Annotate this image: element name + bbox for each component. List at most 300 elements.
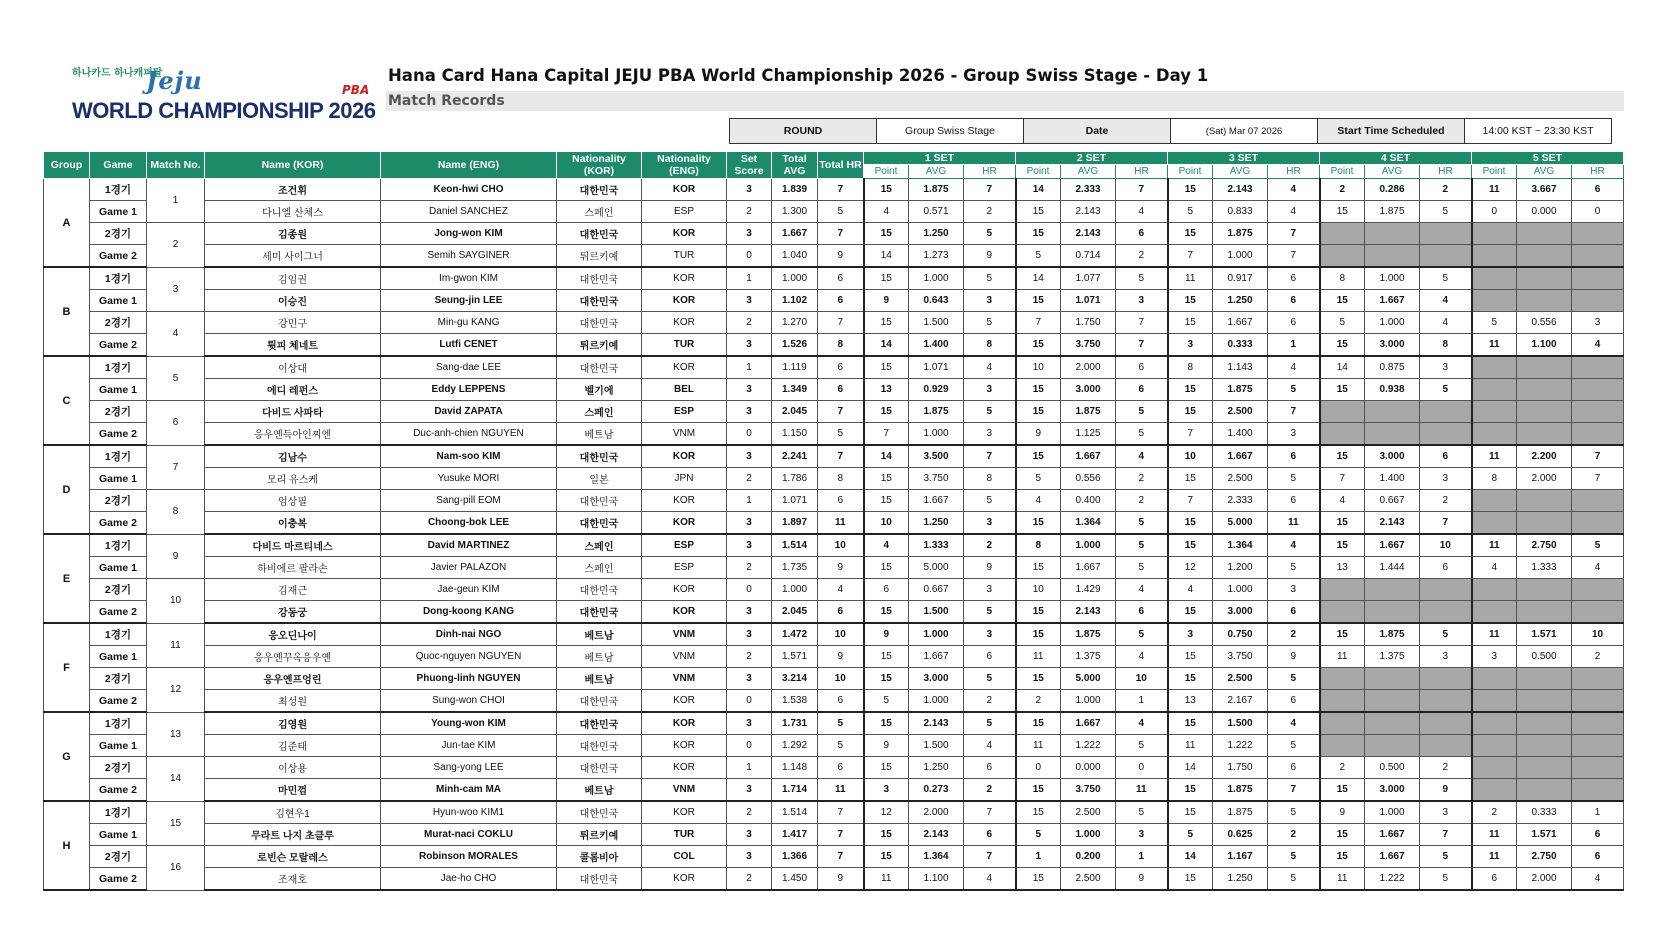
- set-score-cell: 3: [727, 401, 772, 423]
- set-5-point-cell: 11: [1472, 824, 1517, 846]
- set-3-hr-cell: 4: [1268, 179, 1320, 201]
- set-1-point-cell: 14: [864, 445, 909, 468]
- game-cell: 2경기: [90, 757, 147, 779]
- set-score-cell: 0: [727, 423, 772, 446]
- set-3-point-cell: 15: [1168, 779, 1213, 802]
- set-2-avg-cell: 3.750: [1061, 334, 1116, 357]
- set-3-hr-cell: 6: [1268, 267, 1320, 290]
- empty-set-cell: [1365, 712, 1420, 735]
- empty-set-cell: [1472, 779, 1517, 802]
- match-no-cell: 7: [147, 445, 205, 490]
- name-eng-cell: Javier PALAZON: [381, 557, 557, 579]
- set-4-point-cell: 15: [1320, 512, 1365, 535]
- total-avg-cell: 1.417: [772, 824, 818, 846]
- empty-set-cell: [1472, 423, 1517, 446]
- empty-set-cell: [1365, 245, 1420, 268]
- empty-set-cell: [1572, 401, 1624, 423]
- set-2-hr-cell: 2: [1116, 468, 1168, 490]
- world-championship-logo-text: WORLD CHAMPIONSHIP 2026: [72, 98, 376, 123]
- nationality-eng-cell: KOR: [642, 712, 727, 735]
- nationality-eng-cell: TUR: [642, 824, 727, 846]
- total-hr-cell: 5: [818, 423, 864, 446]
- set-score-cell: 3: [727, 534, 772, 557]
- game-cell: 1경기: [90, 712, 147, 735]
- set-1-point-cell: 13: [864, 379, 909, 401]
- set-3-hr-cell: 6: [1268, 601, 1320, 624]
- total-avg-cell: 1.714: [772, 779, 818, 802]
- set-2-avg-cell: 1.077: [1061, 267, 1116, 290]
- set-2-point-cell: 7: [1016, 312, 1061, 334]
- set-2-point-cell: 11: [1016, 646, 1061, 668]
- set-3-hr-cell: 3: [1268, 579, 1320, 601]
- col-match-no: Match No.: [147, 152, 205, 179]
- set-1-hr-cell: 2: [964, 690, 1016, 713]
- nationality-kor-cell: 대한민국: [557, 601, 642, 624]
- empty-set-cell: [1517, 379, 1572, 401]
- game-cell: 2경기: [90, 223, 147, 245]
- group-cell: A: [44, 179, 90, 268]
- set-1-point-cell: 15: [864, 601, 909, 624]
- total-hr-cell: 8: [818, 334, 864, 357]
- name-eng-cell: Choong-bok LEE: [381, 512, 557, 535]
- set-2-avg-cell: 0.556: [1061, 468, 1116, 490]
- set-3-point-cell: 7: [1168, 423, 1213, 446]
- set-1-point-cell: 9: [864, 290, 909, 312]
- set-3-avg-cell: 2.500: [1213, 401, 1268, 423]
- name-eng-cell: Dinh-nai NGO: [381, 623, 557, 646]
- nationality-kor-cell: 스페인: [557, 557, 642, 579]
- empty-set-cell: [1517, 735, 1572, 757]
- set-1-hr-cell: 3: [964, 512, 1016, 535]
- name-kor-cell: 강민구: [205, 312, 381, 334]
- name-kor-cell: 이충복: [205, 512, 381, 535]
- set-5-avg-cell: 2.000: [1517, 868, 1572, 891]
- total-avg-cell: 2.241: [772, 445, 818, 468]
- total-avg-cell: 1.102: [772, 290, 818, 312]
- set-2-avg-cell: 1.000: [1061, 690, 1116, 713]
- set-3-avg-cell: 1.143: [1213, 356, 1268, 379]
- nationality-kor-cell: 대한민국: [557, 445, 642, 468]
- set-2-point-cell: 15: [1016, 557, 1061, 579]
- total-avg-cell: 1.472: [772, 623, 818, 646]
- nationality-kor-cell: 일본: [557, 468, 642, 490]
- table-row: [44, 579, 1624, 601]
- set-score-cell: 1: [727, 490, 772, 512]
- game-cell: 2경기: [90, 401, 147, 423]
- total-avg-cell: 3.214: [772, 668, 818, 690]
- set-3-point-cell: 15: [1168, 379, 1213, 401]
- set-3-hr-cell: 6: [1268, 290, 1320, 312]
- total-hr-cell: 7: [818, 223, 864, 245]
- set-3-point-cell: 11: [1168, 267, 1213, 290]
- empty-set-cell: [1472, 757, 1517, 779]
- nationality-kor-cell: 대한민국: [557, 179, 642, 201]
- set-3-avg-cell: 3.750: [1213, 646, 1268, 668]
- nationality-eng-cell: COL: [642, 846, 727, 868]
- set-1-point-cell: 15: [864, 712, 909, 735]
- set-1-avg-cell: 0.571: [909, 201, 964, 223]
- set-4-point-cell: 15: [1320, 334, 1365, 357]
- game-cell: 2경기: [90, 312, 147, 334]
- set-5-avg-cell: 1.100: [1517, 334, 1572, 357]
- total-hr-cell: 7: [818, 824, 864, 846]
- set-1-avg-cell: 1.000: [909, 690, 964, 713]
- set-3-avg-cell: 5.000: [1213, 512, 1268, 535]
- set-2-avg-cell: 1.667: [1061, 712, 1116, 735]
- set-3-avg-header: AVG: [1213, 165, 1268, 179]
- empty-set-cell: [1517, 601, 1572, 624]
- set-3-hr-cell: 5: [1268, 557, 1320, 579]
- empty-set-cell: [1420, 401, 1472, 423]
- set-2-point-header: Point: [1016, 165, 1061, 179]
- set-1-point-cell: 14: [864, 245, 909, 268]
- match-no-cell: 15: [147, 801, 205, 846]
- table-row: [44, 846, 1624, 868]
- nationality-kor-cell: 대한민국: [557, 735, 642, 757]
- set-score-cell: 3: [727, 712, 772, 735]
- set-4-point-cell: 4: [1320, 490, 1365, 512]
- nationality-eng-cell: KOR: [642, 356, 727, 379]
- set-4-avg-cell: 1.444: [1365, 557, 1420, 579]
- table-row: [44, 379, 1624, 401]
- set-4-point-cell: 9: [1320, 801, 1365, 824]
- name-eng-cell: Jae-ho CHO: [381, 868, 557, 891]
- total-hr-cell: 11: [818, 512, 864, 535]
- name-kor-cell: 김재근: [205, 579, 381, 601]
- set-3-point-cell: 7: [1168, 490, 1213, 512]
- empty-set-cell: [1320, 668, 1365, 690]
- set-2-avg-cell: 2.143: [1061, 201, 1116, 223]
- total-hr-cell: 6: [818, 267, 864, 290]
- set-3-hr-cell: 2: [1268, 623, 1320, 646]
- set-1-hr-cell: 6: [964, 824, 1016, 846]
- table-row: [44, 668, 1624, 690]
- total-hr-cell: 5: [818, 712, 864, 735]
- set-1-hr-cell: 5: [964, 401, 1016, 423]
- set-1-avg-cell: 0.667: [909, 579, 964, 601]
- group-cell: B: [44, 267, 90, 356]
- game-cell: Game 1: [90, 824, 147, 846]
- table-row: [44, 223, 1624, 245]
- set-3-point-cell: 14: [1168, 757, 1213, 779]
- game-cell: Game 2: [90, 868, 147, 891]
- set-1-avg-cell: 1.500: [909, 312, 964, 334]
- set-3-hr-cell: 9: [1268, 646, 1320, 668]
- set-3-avg-cell: 0.625: [1213, 824, 1268, 846]
- records-body: [44, 179, 1624, 891]
- total-avg-cell: 1.514: [772, 534, 818, 557]
- name-kor-cell: 마민껌: [205, 779, 381, 802]
- set-2-hr-cell: 5: [1116, 801, 1168, 824]
- name-kor-cell: 김준태: [205, 735, 381, 757]
- table-row: [44, 290, 1624, 312]
- game-cell: 1경기: [90, 801, 147, 824]
- set-1-hr-cell: 6: [964, 646, 1016, 668]
- empty-set-cell: [1572, 757, 1624, 779]
- set-4-avg-cell: 1.875: [1365, 201, 1420, 223]
- set-2-avg-cell: 1.000: [1061, 824, 1116, 846]
- start-time-value: 14:00 KST ~ 23:30 KST: [1465, 119, 1612, 144]
- group-cell: H: [44, 801, 90, 890]
- set-4-avg-cell: 3.000: [1365, 779, 1420, 802]
- set-score-cell: 2: [727, 646, 772, 668]
- round-value: Group Swiss Stage: [877, 119, 1024, 144]
- total-hr-cell: 7: [818, 312, 864, 334]
- set-1-hr-cell: 7: [964, 179, 1016, 201]
- set-score-cell: 3: [727, 846, 772, 868]
- set-1-hr-cell: 4: [964, 735, 1016, 757]
- set-3-point-cell: 15: [1168, 712, 1213, 735]
- empty-set-cell: [1320, 690, 1365, 713]
- set-1-hr-cell: 5: [964, 668, 1016, 690]
- set-4-hr-cell: 4: [1420, 312, 1472, 334]
- set-3-point-cell: 10: [1168, 445, 1213, 468]
- set-3-hr-cell: 3: [1268, 423, 1320, 446]
- set-3-hr-cell: 5: [1268, 668, 1320, 690]
- set-2-point-cell: 5: [1016, 245, 1061, 268]
- set-1-avg-cell: 3.000: [909, 668, 964, 690]
- table-row: [44, 490, 1624, 512]
- set-4-point-cell: 8: [1320, 267, 1365, 290]
- total-avg-cell: 1.571: [772, 646, 818, 668]
- empty-set-cell: [1320, 712, 1365, 735]
- nationality-eng-cell: KOR: [642, 690, 727, 713]
- set-5-point-cell: 5: [1472, 312, 1517, 334]
- nationality-kor-cell: 대한민국: [557, 312, 642, 334]
- set-3-avg-cell: 0.750: [1213, 623, 1268, 646]
- set-4-avg-cell: 3.000: [1365, 445, 1420, 468]
- set-3-avg-cell: 1.875: [1213, 379, 1268, 401]
- set-2-point-cell: 11: [1016, 735, 1061, 757]
- empty-set-cell: [1572, 735, 1624, 757]
- total-hr-cell: 6: [818, 757, 864, 779]
- nationality-eng-cell: KOR: [642, 801, 727, 824]
- set-2-point-cell: 15: [1016, 512, 1061, 535]
- set-2-avg-cell: 3.000: [1061, 379, 1116, 401]
- game-cell: 1경기: [90, 356, 147, 379]
- set-3-point-cell: 4: [1168, 579, 1213, 601]
- empty-set-cell: [1472, 512, 1517, 535]
- set-4-hr-cell: 5: [1420, 201, 1472, 223]
- empty-set-cell: [1320, 423, 1365, 446]
- name-kor-cell: 하비에르 팔라손: [205, 557, 381, 579]
- name-kor-cell: 다니엘 산체스: [205, 201, 381, 223]
- set-4-avg-cell: 1.375: [1365, 646, 1420, 668]
- set-2-point-cell: 5: [1016, 468, 1061, 490]
- total-avg-cell: 1.839: [772, 179, 818, 201]
- set-2-point-cell: 15: [1016, 334, 1061, 357]
- set-1-hr-cell: 3: [964, 579, 1016, 601]
- set-5-hr-cell: 4: [1572, 557, 1624, 579]
- table-row: [44, 646, 1624, 668]
- nationality-eng-cell: KOR: [642, 267, 727, 290]
- date-label: Date: [1024, 119, 1171, 144]
- table-row: [44, 534, 1624, 557]
- name-kor-cell: 응우옌득아인찌엔: [205, 423, 381, 446]
- nationality-kor-cell: 대한민국: [557, 868, 642, 891]
- total-avg-cell: 1.071: [772, 490, 818, 512]
- empty-set-cell: [1517, 223, 1572, 245]
- set-1-point-cell: 9: [864, 735, 909, 757]
- set-4-hr-cell: 2: [1420, 490, 1472, 512]
- set-1-avg-cell: 1.400: [909, 334, 964, 357]
- set-3-hr-cell: 4: [1268, 356, 1320, 379]
- set-4-point-cell: 15: [1320, 379, 1365, 401]
- empty-set-cell: [1420, 223, 1472, 245]
- empty-set-cell: [1472, 490, 1517, 512]
- set-3-avg-cell: 1.500: [1213, 712, 1268, 735]
- nationality-eng-cell: KOR: [642, 757, 727, 779]
- set-4-hr-cell: 3: [1420, 801, 1472, 824]
- set-1-point-cell: 15: [864, 179, 909, 201]
- set-1-point-cell: 11: [864, 868, 909, 891]
- set-1-avg-cell: 3.500: [909, 445, 964, 468]
- name-kor-cell: 김남수: [205, 445, 381, 468]
- name-eng-cell: Semih SAYGINER: [381, 245, 557, 268]
- set-1-point-cell: 10: [864, 512, 909, 535]
- empty-set-cell: [1572, 490, 1624, 512]
- set-2-point-cell: 4: [1016, 490, 1061, 512]
- set-3-avg-cell: 1.750: [1213, 757, 1268, 779]
- empty-set-cell: [1420, 601, 1472, 624]
- set-1-avg-cell: 1.500: [909, 735, 964, 757]
- set-3-hr-cell: 2: [1268, 824, 1320, 846]
- empty-set-cell: [1472, 579, 1517, 601]
- set-score-cell: 0: [727, 735, 772, 757]
- game-cell: Game 1: [90, 557, 147, 579]
- empty-set-cell: [1572, 668, 1624, 690]
- set-3-hr-cell: 7: [1268, 245, 1320, 268]
- set-2-point-cell: 15: [1016, 668, 1061, 690]
- set-score-cell: 3: [727, 512, 772, 535]
- name-eng-cell: Murat-naci COKLU: [381, 824, 557, 846]
- set-5-hr-cell: 0: [1572, 201, 1624, 223]
- total-hr-cell: 5: [818, 201, 864, 223]
- set-5-hr-cell: 6: [1572, 846, 1624, 868]
- nationality-eng-cell: KOR: [642, 512, 727, 535]
- set-2-hr-cell: 7: [1116, 312, 1168, 334]
- set-1-avg-cell: 1.875: [909, 401, 964, 423]
- nationality-eng-cell: VNM: [642, 646, 727, 668]
- empty-set-cell: [1472, 290, 1517, 312]
- total-hr-cell: 7: [818, 179, 864, 201]
- set-5-hr-cell: 10: [1572, 623, 1624, 646]
- total-avg-cell: 1.292: [772, 735, 818, 757]
- set-2-avg-cell: 1.125: [1061, 423, 1116, 446]
- set-2-hr-cell: 5: [1116, 735, 1168, 757]
- set-score-cell: 3: [727, 223, 772, 245]
- set-4-point-cell: 15: [1320, 290, 1365, 312]
- nationality-eng-cell: TUR: [642, 334, 727, 357]
- empty-set-cell: [1365, 735, 1420, 757]
- nationality-eng-cell: ESP: [642, 201, 727, 223]
- set-4-avg-cell: 1.667: [1365, 290, 1420, 312]
- total-avg-cell: 1.450: [772, 868, 818, 891]
- set-4-avg-header: AVG: [1365, 165, 1420, 179]
- col-total-hr: Total HR: [818, 152, 864, 179]
- total-avg-cell: 1.000: [772, 267, 818, 290]
- nationality-kor-cell: 베트남: [557, 668, 642, 690]
- set-1-point-cell: 4: [864, 201, 909, 223]
- total-avg-cell: 1.514: [772, 801, 818, 824]
- total-hr-cell: 8: [818, 468, 864, 490]
- set-1-hr-cell: 9: [964, 557, 1016, 579]
- nationality-kor-cell: 튀르키예: [557, 824, 642, 846]
- nationality-eng-cell: ESP: [642, 401, 727, 423]
- round-label: ROUND: [730, 119, 877, 144]
- set-2-hr-cell: 5: [1116, 534, 1168, 557]
- set-4-hr-cell: 7: [1420, 824, 1472, 846]
- set-4-point-cell: 14: [1320, 356, 1365, 379]
- set-1-avg-cell: 5.000: [909, 557, 964, 579]
- set-1-avg-cell: 2.143: [909, 712, 964, 735]
- set-3-point-cell: 8: [1168, 356, 1213, 379]
- set-5-point-cell: 0: [1472, 201, 1517, 223]
- name-kor-cell: 무라트 나지 초클루: [205, 824, 381, 846]
- empty-set-cell: [1320, 601, 1365, 624]
- nationality-kor-cell: 스페인: [557, 534, 642, 557]
- set-3-avg-cell: 1.000: [1213, 245, 1268, 268]
- empty-set-cell: [1472, 356, 1517, 379]
- table-row: [44, 423, 1624, 446]
- set-4-point-cell: 7: [1320, 468, 1365, 490]
- set-2-point-cell: 15: [1016, 379, 1061, 401]
- set-3-point-cell: 15: [1168, 179, 1213, 201]
- set-1-point-cell: 15: [864, 468, 909, 490]
- set-4-hr-cell: 5: [1420, 846, 1472, 868]
- set-5-hr-cell: 4: [1572, 334, 1624, 357]
- nationality-kor-cell: 스페인: [557, 401, 642, 423]
- empty-set-cell: [1472, 267, 1517, 290]
- set-4-avg-cell: 1.000: [1365, 801, 1420, 824]
- set-5-avg-header: AVG: [1517, 165, 1572, 179]
- group-cell: D: [44, 445, 90, 534]
- match-no-cell: 14: [147, 757, 205, 802]
- total-avg-cell: 1.366: [772, 846, 818, 868]
- total-hr-cell: 4: [818, 579, 864, 601]
- set-score-cell: 2: [727, 868, 772, 891]
- empty-set-cell: [1472, 668, 1517, 690]
- name-eng-cell: Phuong-linh NGUYEN: [381, 668, 557, 690]
- nationality-eng-cell: KOR: [642, 601, 727, 624]
- game-cell: 1경기: [90, 623, 147, 646]
- set-5-hr-cell: 4: [1572, 868, 1624, 891]
- empty-set-cell: [1472, 690, 1517, 713]
- set-3-avg-cell: 2.143: [1213, 179, 1268, 201]
- set-5-hr-cell: 3: [1572, 312, 1624, 334]
- set-5-point-cell: 3: [1472, 646, 1517, 668]
- nationality-kor-cell: 튀르키예: [557, 245, 642, 268]
- set-2-avg-cell: 1.667: [1061, 445, 1116, 468]
- set-2-point-cell: 15: [1016, 290, 1061, 312]
- set-4-avg-cell: 3.000: [1365, 334, 1420, 357]
- name-eng-cell: Eddy LEPPENS: [381, 379, 557, 401]
- empty-set-cell: [1472, 601, 1517, 624]
- set-4-avg-cell: 0.500: [1365, 757, 1420, 779]
- nationality-eng-cell: JPN: [642, 468, 727, 490]
- total-avg-cell: 1.735: [772, 557, 818, 579]
- name-kor-cell: 조재호: [205, 868, 381, 891]
- total-hr-cell: 6: [818, 690, 864, 713]
- set-2-hr-cell: 4: [1116, 445, 1168, 468]
- set-2-hr-cell: 4: [1116, 712, 1168, 735]
- set-2-point-cell: 15: [1016, 801, 1061, 824]
- set-4-avg-cell: 0.286: [1365, 179, 1420, 201]
- set-1-point-cell: 14: [864, 334, 909, 357]
- set-5-avg-cell: 0.000: [1517, 201, 1572, 223]
- set-1-hr-header: HR: [964, 165, 1016, 179]
- game-cell: Game 1: [90, 201, 147, 223]
